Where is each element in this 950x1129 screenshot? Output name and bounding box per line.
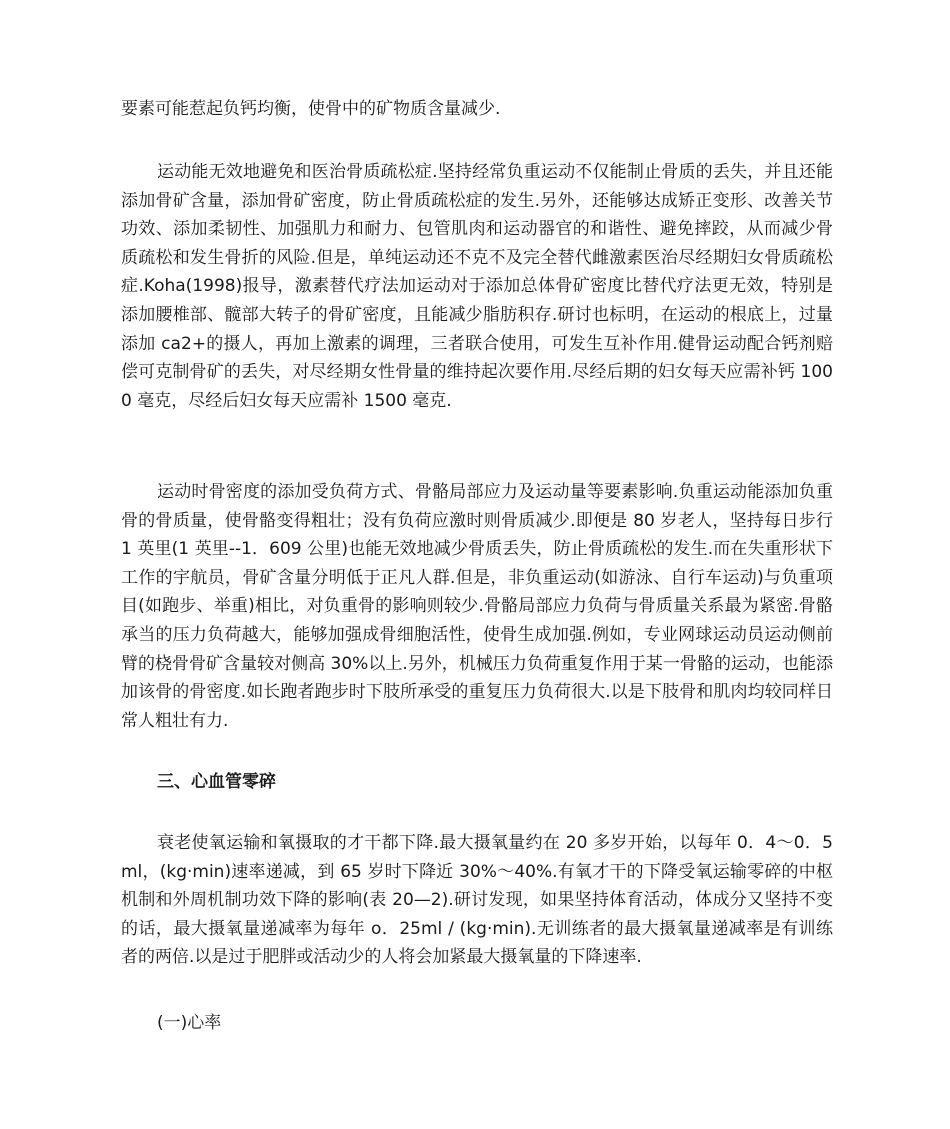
paragraph-continuation: 要素可能惹起负钙均衡，使骨中的矿物质含量减少. (121, 99, 501, 119)
paragraph-oxygen-uptake: 衰老使氧运输和氧摄取的才干都下降.最大摄氧量约在 20 多岁开始，以每年 0．4～0．5ml，(kg·min)速率递减，到 65 岁时下降近 30%～40%.有氧才干的下降受氧运输零碎的中枢机制和外周机制功效下降的影响(表 20—2).研讨发现，如果坚持体育活动，体成分又坚持不变的话，最大摄氧量递减率为每年 o．25ml / (kg·min).无训练者的最大摄氧量递减率是有训练者的两倍.以是过于肥胖或活动少的人将会加紧最大摄氧量的下降速率. (121, 833, 833, 968)
paragraph-bone-density-load: 运动时骨密度的添加受负荷方式、骨骼局部应力及运动量等要素影响.负重运动能添加负重骨的骨质量，使骨骼变得粗壮；没有负荷应激时则骨质减少.即便是 80 岁老人，坚持每日步行 1 英里(1 英里--1．609 公里)也能无效地减少骨质丢失，防止骨质疏松的发生.而在失重形状下工作的宇航员，骨矿含量分明低于正凡人群.但是，非负重运动(如游泳、自行车运动)与负重项目(如跑步、举重)相比，对负重骨的影响则较少.骨骼局部应力负荷与骨质量关系最为紧密.骨骼承当的压力负荷越大，能够加强成骨细胞活性，使骨生成加强.例如，专业网球运动员运动侧前臂的桡骨骨矿含量较对侧高 30%以上.另外，机械压力负荷重复作用于某一骨骼的运动，也能添加该骨的骨密度.如长跑者跑步时下肢所承受的重复压力负荷很大.以是下肢骨和肌肉均较同样日常人粗壮有力. (121, 482, 833, 731)
section-heading-cardiovascular: 三、心血管零碎 (157, 772, 276, 792)
paragraph-exercise-osteoporosis: 运动能无效地避免和医治骨质疏松症.坚持经常负重运动不仅能制止骨质的丢失，并且还能添加骨矿含量，添加骨矿密度，防止骨质疏松症的发生.另外，还能够达成矫正变形、改善关节功效、添加柔韧性、加强肌力和耐力、包管肌肉和运动器官的和谐性、避免摔跤，从而减少骨质疏松和发生骨折的风险.但是，单纯运动还不克不及完全替代雌激素医治尽经期妇女骨质疏松症.Koha(1998)报导，激素替代疗法加运动对于添加总体骨矿密度比替代疗法更无效，特别是添加腰椎部、髋部大转子的骨矿密度，且能减少脂肪积存.研讨也标明，在运动的根底上，过量添加 ca2+的摄人，再加上激素的调理，三者联合使用，可发生互补作用.健骨运动配合钙剂赔偿可克制骨矿的丢失，对尽经期女性骨量的维持起次要作用.尽经后期的妇女每天应需补钙 1000 毫克，尽经后妇女每天应需补 1500 毫克. (121, 162, 833, 411)
subheading-heart-rate: (一)心率 (157, 1013, 222, 1033)
